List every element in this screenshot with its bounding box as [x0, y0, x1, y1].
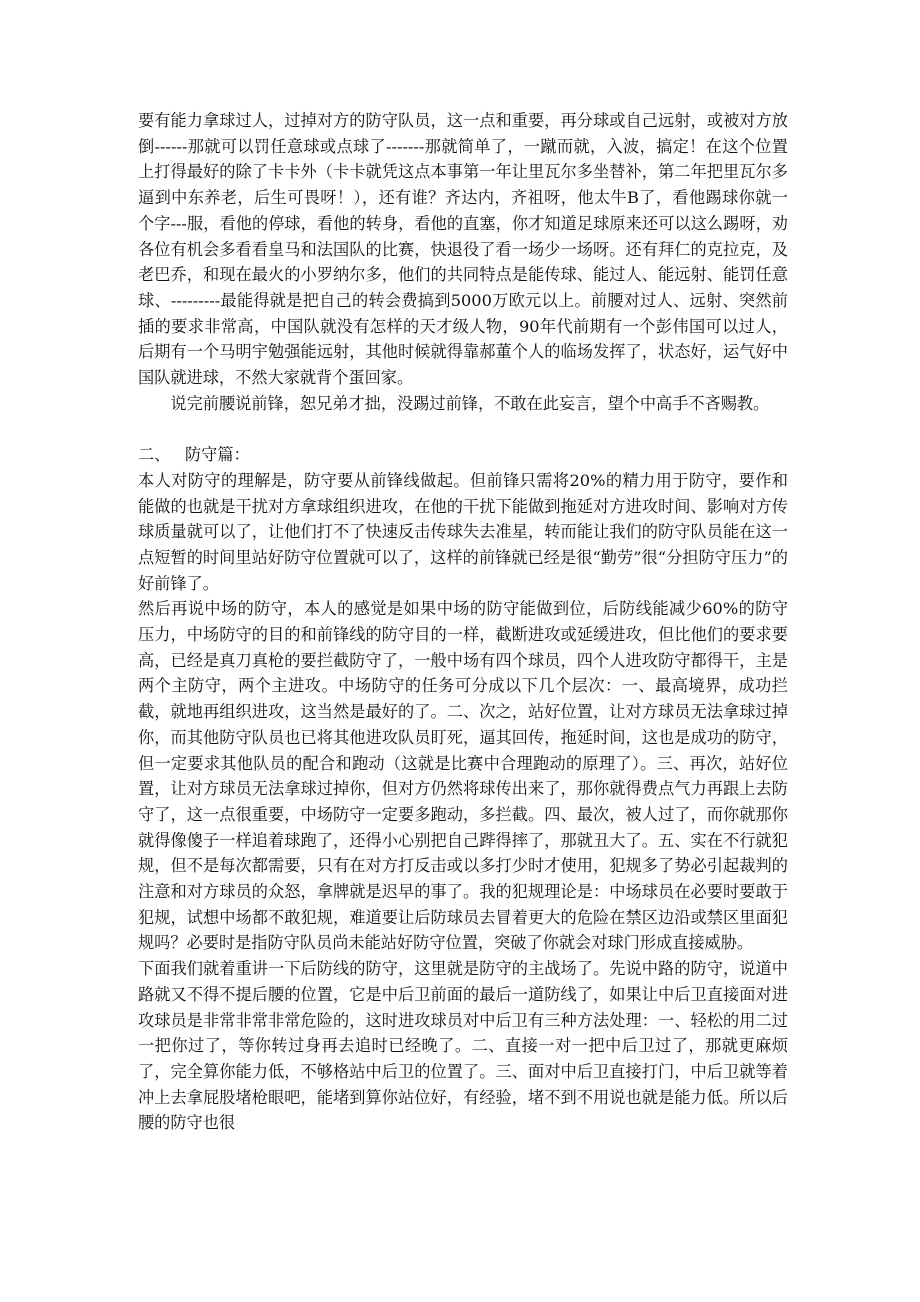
- section-heading-defense: [138, 442, 788, 468]
- section-title: 防守篇：: [184, 445, 250, 465]
- document-body: [138, 108, 788, 1136]
- blank-line: [138, 416, 788, 442]
- paragraph-midfield-defense: 然后再说中场的防守，本人的感觉是如果中场的防守能做到位，后防线能减少60%的防守压力，中场防守的目的和前锋线的防守目的一样，截断进攻或延缓进攻，但比他们的要求要高，已经是真刀真枪的要拦截防守了，一般中场有四个球员，四个人进攻防守都得干，主是两个主防守，两个主进攻。中场防守的任务可分成以下几个层次：一、最高境界，成功拦截，就地再组织进攻，这当然是最好的了。二、次之，站好位置，让对方球员无法拿球过掉你，而其他防守队员也已将其他进攻队员盯死，逼其回传，拖延时间，这也是成功的防守，但一定要求其他队员的配合和跑动（这就是比赛中合理跑动的原理了）。三、再次，站好位置，让对方球员无法拿球过掉你，但对方仍然将球传出来了，那你就得费点气力再跟上去防守了，这一点很重要，中场防守一定要多跑动，多拦截。四、最次，被人过了，而你就那你就得像傻子一样追着球跑了，还得小心别把自己跸得摔了，那就丑大了。五、实在不行就犯规，但不是每次都需要，只有在对方打反击或以多打少时才使用，犯规多了势必引起裁判的注意和对方球员的众怒，拿牌就是迟早的事了。我的犯规理论是：中场球员在必要时要敢于犯规，试想中场都不敢犯规，难道要让后防球员去冒着更大的危险在禁区边沿或禁区里面犯规吗？必要时是指防守队员尚未能站好防守位置，突破了你就会对球门形成直接威胁。: [138, 599, 788, 953]
- paragraph-forward-defense: 本人对防守的理解是，防守要从前锋线做起。但前锋只需将20%的精力用于防守，要作和能做的也就是干扰对方拿球组织进攻，在他的干扰下能做到拖延对方进攻时间、影响对方传球质量就可以了，让他们打不了快速反击传球失去准星，转而能让我们的防守队员能在这一点短暂的时间里站好防守位置就可以了，这样的前锋就已经是很“勤劳”很“分担防守压力”的好前锋了。: [138, 470, 788, 593]
- paragraph-attacking-midfield: 要有能力拿球过人，过掉对方的防守队员，这一点和重要，再分球或自己远射，或被对方放倒------那就可以罚任意球或点球了-------那就简单了，一蹴而就，入波，搞定！在这个位置上打得最好的除了卡卡外（卡卡就凭这点本事第一年让里瓦尔多坐替补，第二年把里瓦尔多逼到中东养老，后生可畏呀！），还有谁？齐达内，齐祖呀，他太牛B了，看他踢球你就一个字---服，看他的停球，看他的转身，看他的直塞，你才知道足球原来还可以这么踢呀，劝各位有机会多看看皇马和法国队的比赛，快退役了看一场少一场呀。还有拜仁的克拉克，及老巴乔，和现在最火的小罗纳尔多，他们的共同特点是能传球、能过人、能远射、能罚任意球、---------最能得就是把自己的转会费搞到5000万欧元以上。前腰对过人、远射、突然前插的要求非常高，中国队就没有怎样的天才级人物，90年代前期有一个彭伟国可以过人，后期有一个马明宇勉强能远射，其他时候就得靠郝董个人的临场发挥了，状态好，运气好中国队就进球，不然大家就背个蛋回家。: [138, 111, 788, 388]
- section-number: 二、: [138, 445, 171, 465]
- paragraph-forwards-note: 说完前腰说前锋，恕兄弟才拙，没踢过前锋，不敢在此妄言，望个中高手不吝赐教。: [170, 393, 770, 413]
- paragraph-backline-defense: 下面我们就着重讲一下后防线的防守，这里就是防守的主战场了。先说中路的防守，说道中路就又不得不提后腰的位置，它是中后卫前面的最后一道防线了，如果让中后卫直接面对进攻球员是非常非常非常危险的，这时进攻球员对中后卫有三种方法处理：一、轻松的用二过一把你过了，等你转过身再去追时已经晚了。二、直接一对一把中后卫过了，那就更麻烦了，完全算你能力低，不够格站中后卫的位置了。三、面对中后卫直接打门，中后卫就等着冲上去拿屁股堵枪眼吧，能堵到算你站位好，有经验，堵不到不用说也就是能力低。所以后腰的防守也很: [138, 959, 788, 1133]
